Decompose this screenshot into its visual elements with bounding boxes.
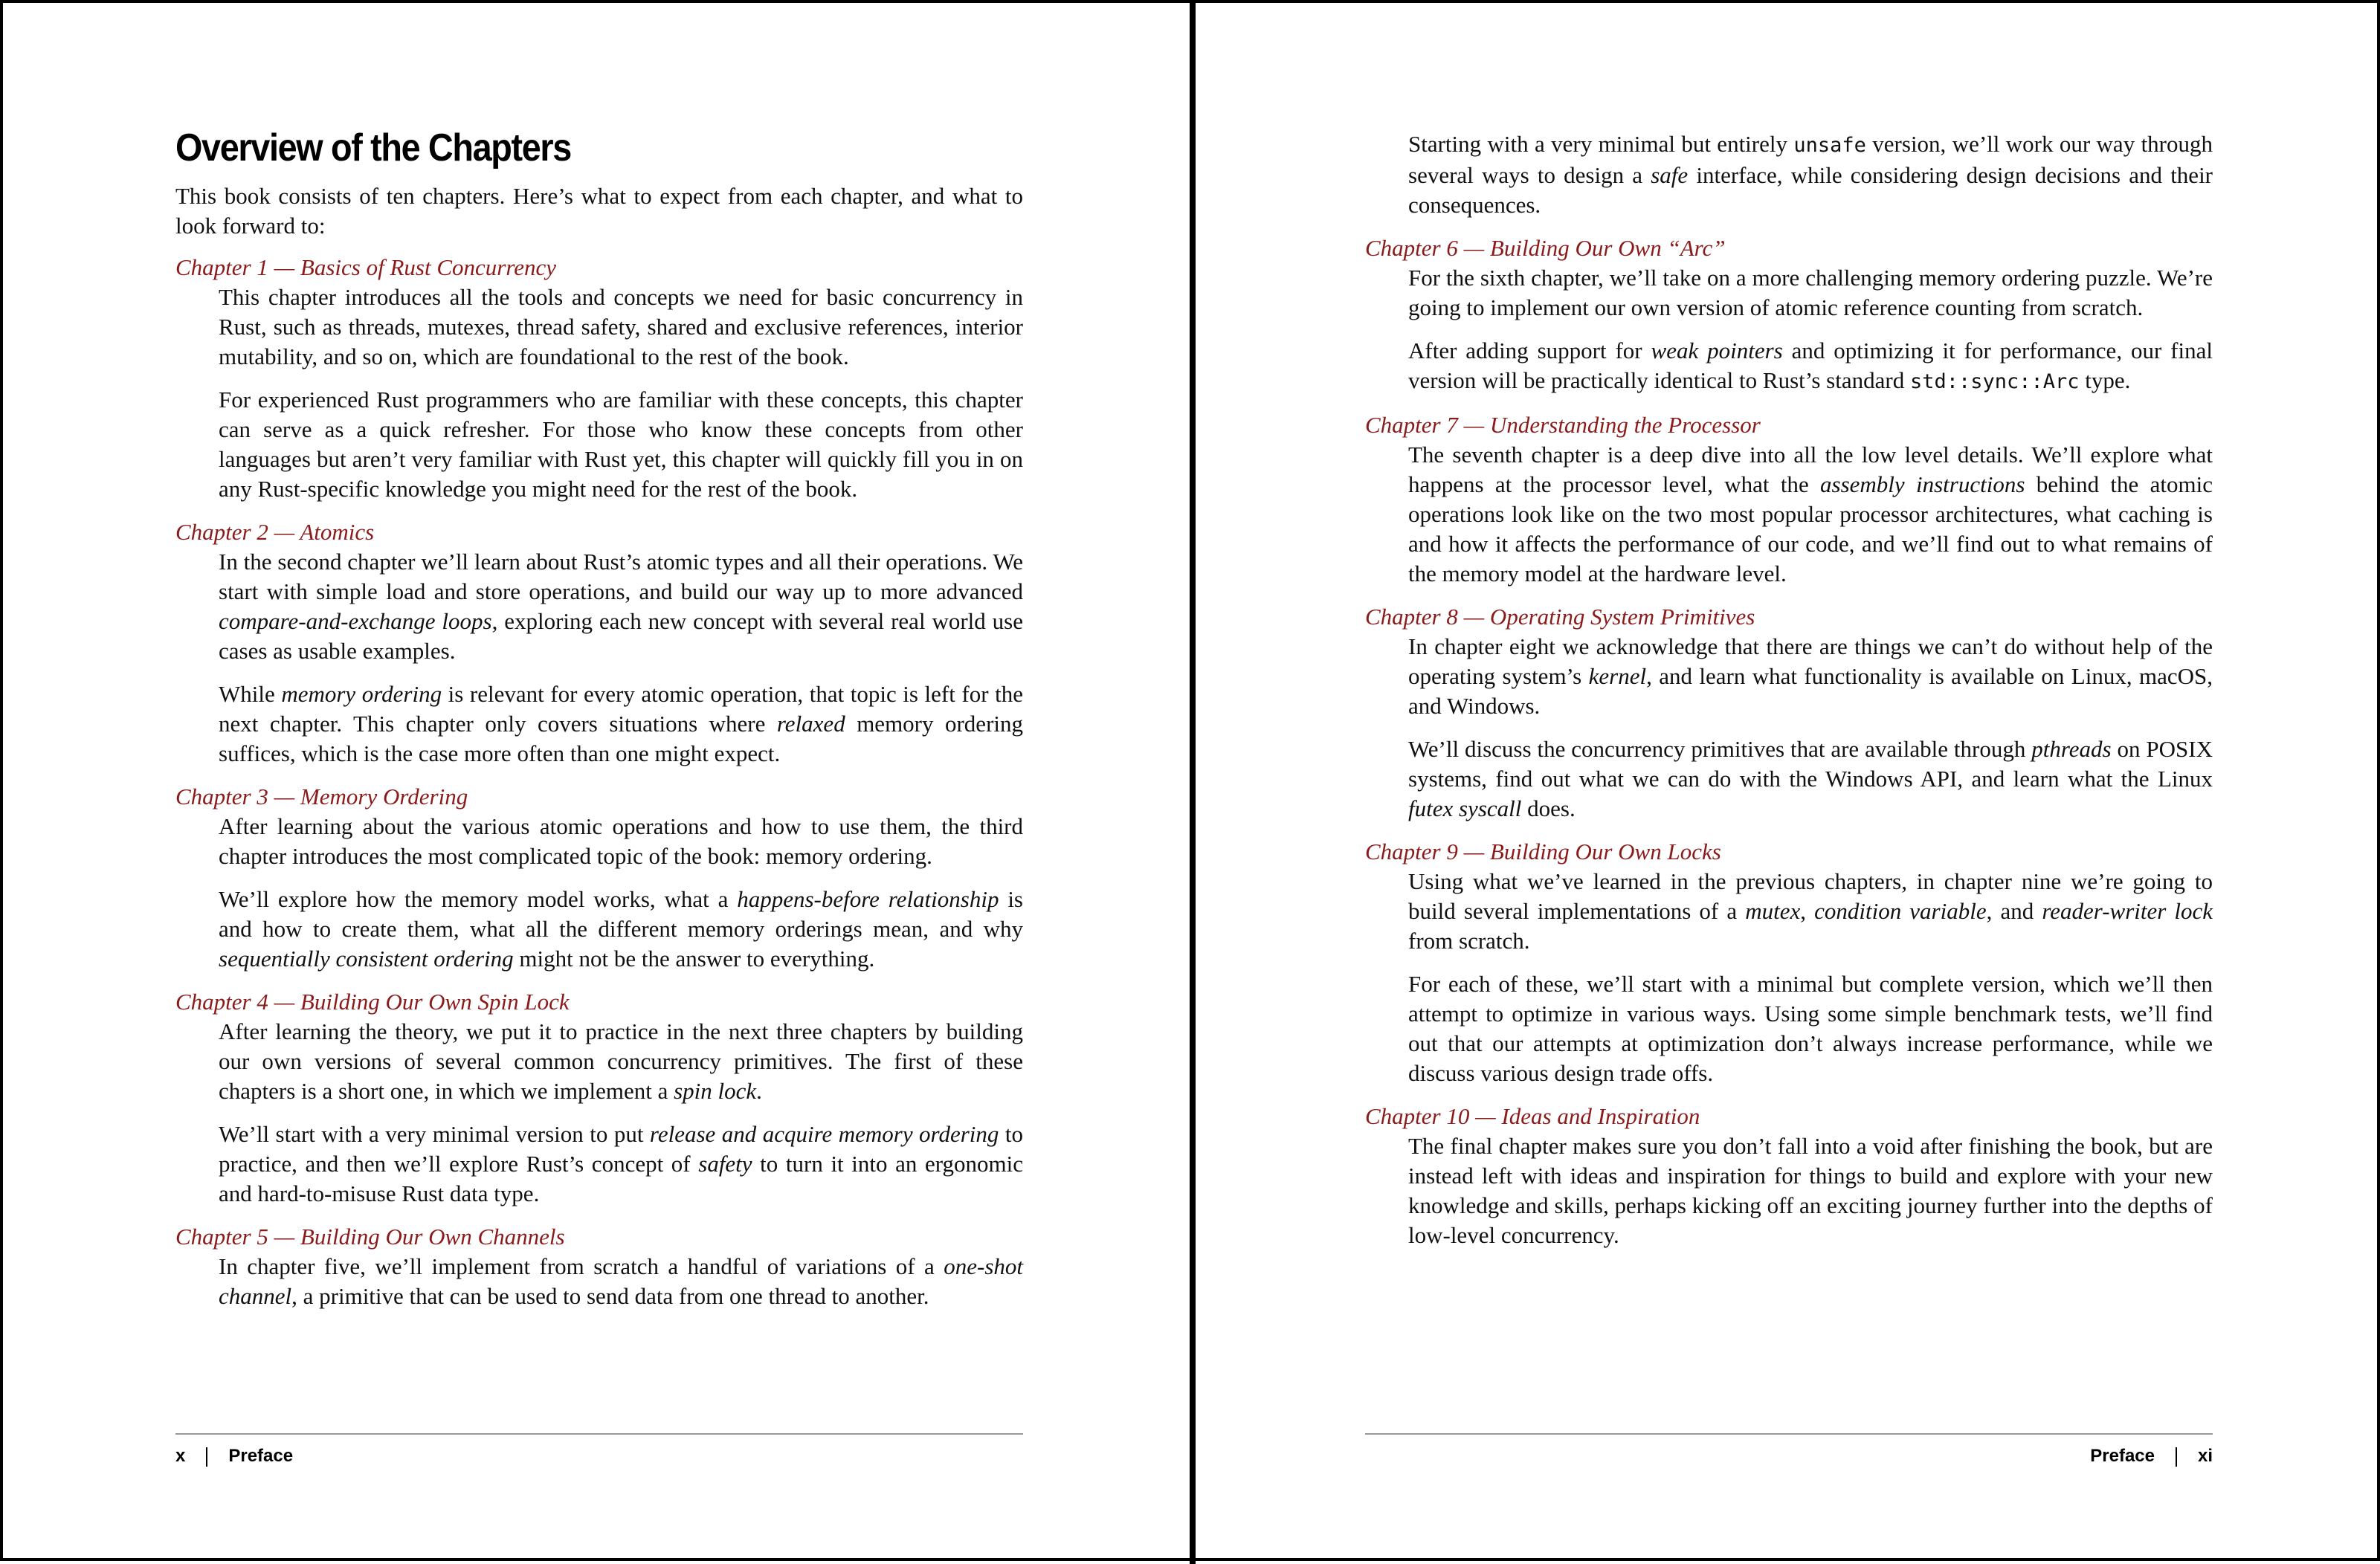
chapter-paragraph: Using what we’ve learned in the previous chapters, in chapter nine we’re going to build several implementations of a mutex, condition variable, and reader-writer lock from scratch. (1408, 868, 2213, 954)
chapter-description (175, 282, 1023, 504)
chapter-title: Chapter 10 — Ideas and Inspiration (1365, 1103, 1700, 1129)
chapter-title: Chapter 4 — Building Our Own Spin Lock (175, 989, 570, 1015)
footer-rule (1365, 1433, 2213, 1435)
chapter-paragraph: In chapter five, we’ll implement from scratch a handful of variations of a one-shot channel, a primitive that can be used to send data from one thread to another. (219, 1253, 1023, 1309)
emphasis: kernel (1588, 663, 1647, 689)
chapter-title: Chapter 6 — Building Our Own “Arc” (1365, 235, 1726, 261)
chapter-description (175, 547, 1023, 769)
chapter-title: Chapter 8 — Operating System Primitives (1365, 604, 1755, 630)
chapter-paragraph: For the sixth chapter, we’ll take on a more challenging memory ordering puzzle. We’re going to implement our own version of atomic reference counting from scratch. (1408, 265, 2213, 320)
inline-code: unsafe (1793, 134, 1866, 157)
emphasis: happens-before relationship (737, 886, 999, 912)
footer-section: Preface (2090, 1446, 2155, 1466)
chapter-description (1365, 440, 2213, 589)
chapter-description (1365, 1131, 2213, 1250)
emphasis: futex syscall (1408, 795, 1522, 821)
right-text-column (1365, 129, 2213, 1264)
emphasis: safety (698, 1151, 752, 1177)
chapter-5-continuation (1365, 129, 2213, 220)
chapter-title: Chapter 2 — Atomics (175, 519, 375, 545)
emphasis: reader-writer lock (2042, 898, 2213, 924)
continuation-paragraph: Starting with a very minimal but entirely unsafe version, we’ll work our way through several ways to design a safe interface, while considering design decisions and their consequences. (1408, 131, 2213, 218)
chapter-paragraph: For experienced Rust programmers who are familiar with these concepts, this chapter can serve as a quick refresher. For those who know these concepts from other languages but aren’t very familiar with Rust yet, this chapter will quickly fill you in on any Rust-specific knowledge you might need for the rest of the book. (219, 387, 1023, 502)
chapter-paragraph: After learning the theory, we put it to practice in the next three chapters by building our own versions of several common concurrency primitives. The first of these chapters is a short one, in which we implement a spin lock. (219, 1018, 1023, 1104)
chapter-paragraph: The seventh chapter is a deep dive into all the low level details. We’ll explore what happens at the processor level, what the assembly instructions behind the atomic operations look like on the two most popular processor architectures, what caching is and how it affects the performance of our code, and we’ll find out to what remains of the memory model at the hardware level. (1408, 442, 2213, 586)
chapter-paragraph: This chapter introduces all the tools and concepts we need for basic concurrency in Rust, such as threads, mutexes, thread safety, shared and exclusive references, interior mutability, and so on, which are foundational to the rest of the book. (219, 284, 1023, 369)
chapter-description (175, 1017, 1023, 1209)
chapter-entry (175, 517, 1023, 769)
chapter-description (1365, 632, 2213, 824)
left-text-column (175, 122, 1023, 1325)
emphasis: mutex (1745, 898, 1801, 924)
chapter-paragraph: In the second chapter we’ll learn about Rust’s atomic types and all their operations. We start with simple load and store operations, and build our way up to more advanced compare-and-exchange loops, exploring each new concept with several real world use cases as usable examples. (219, 549, 1023, 664)
emphasis: spin lock (674, 1078, 757, 1104)
chapter-list (175, 253, 1023, 1311)
chapter-paragraph: In chapter eight we acknowledge that there are things we can’t do without help of the operating system’s kernel, and learn what functionality is available on Linux, macOS, and Windows. (1408, 633, 2213, 719)
emphasis: relaxed (776, 711, 845, 737)
emphasis: safe (1651, 162, 1689, 188)
chapter-description (175, 1252, 1023, 1311)
inline-code: std::sync::Arc (1909, 370, 2080, 393)
emphasis: release and acquire memory ordering (649, 1121, 999, 1147)
chapter-paragraph: We’ll explore how the memory model works, what a happens-before relationship is and how to create them, what all the different memory orderings mean, and why sequentially consistent ordering might not be the answer to everything. (219, 886, 1023, 972)
chapter-title: Chapter 5 — Building Our Own Channels (175, 1224, 565, 1250)
chapter-entry (1365, 1102, 2213, 1250)
chapter-entry (1365, 602, 2213, 824)
footer-rule (175, 1433, 1023, 1435)
chapter-title: Chapter 3 — Memory Ordering (175, 783, 468, 810)
chapter-entry (175, 253, 1023, 504)
emphasis: compare-and-exchange loops (219, 608, 492, 634)
page-gutter (1190, 3, 1196, 1564)
chapter-paragraph: While memory ordering is relevant for every atomic operation, that topic is left for the next chapter. This chapter only covers situations where relaxed memory ordering suffices, which is the case more often than one might expect. (219, 681, 1024, 766)
chapter-paragraph: We’ll start with a very minimal version to put release and acquire memory ordering to practice, and then we’ll explore Rust’s concept of safety to turn it into an ergonomic and hard-to-misuse Rust data type. (219, 1121, 1023, 1206)
chapter-entry (175, 987, 1023, 1209)
emphasis: pthreads (2031, 736, 2112, 762)
chapter-description (175, 812, 1023, 974)
chapter-paragraph: We’ll discuss the concurrency primitives that are available through pthreads on POSIX systems, find out what we can do with the Windows API, and learn what the Linux futex syscall does. (1408, 736, 2213, 821)
chapter-title: Chapter 9 — Building Our Own Locks (1365, 838, 1721, 865)
page-number: xi (2197, 1446, 2213, 1466)
emphasis: assembly instructions (1820, 471, 2025, 497)
intro-paragraph: This book consists of ten chapters. Here’s what to expect from each chapter, and what to look forward to: (175, 183, 1023, 239)
emphasis: condition variable (1814, 898, 1987, 924)
chapter-description (1365, 867, 2213, 1088)
footer-section: Preface (228, 1446, 294, 1466)
page-title: Overview of the Chapters (175, 126, 571, 169)
chapter-description (1365, 263, 2213, 397)
page-number: x (175, 1446, 186, 1466)
chapter-paragraph: After learning about the various atomic operations and how to use them, the third chapter introduces the most complicated topic of the book: memory ordering. (219, 813, 1023, 869)
footer-separator (2176, 1447, 2177, 1467)
left-page (3, 3, 1190, 1564)
chapter-entry (175, 782, 1023, 974)
chapter-title: Chapter 1 — Basics of Rust Concurrency (175, 254, 557, 280)
chapter-entry (1365, 233, 2213, 397)
chapter-list (1365, 233, 2213, 1250)
footer-separator (206, 1447, 207, 1467)
chapter-entry (175, 1222, 1023, 1311)
emphasis: memory ordering (281, 681, 442, 707)
page-footer (175, 1444, 1023, 1469)
chapter-paragraph: The final chapter makes sure you don’t fall into a void after finishing the book, but are instead left with ideas and inspiration for things to build and explore with your new knowledge and skills, perhaps kicking off an exciting journey further into the depths of low-level concurrency. (1408, 1133, 2213, 1248)
chapter-entry (1365, 837, 2213, 1088)
emphasis: weak pointers (1651, 337, 1783, 363)
chapter-title: Chapter 7 — Understanding the Processor (1365, 412, 1761, 438)
emphasis: one-shot channel (219, 1253, 1023, 1309)
emphasis: sequentially consistent ordering (219, 946, 514, 972)
right-page (1196, 3, 2380, 1564)
chapter-paragraph: After adding support for weak pointers and optimizing it for performance, our final version will be practically identical to Rust’s standard std::sync::Arc type. (1408, 337, 2213, 393)
chapter-entry (1365, 410, 2213, 589)
chapter-paragraph: For each of these, we’ll start with a minimal but complete version, which we’ll then attempt to optimize in various ways. Using some simple benchmark tests, we’ll find out that our attempts at optimization don’t always increase performance, while we discuss various design trade offs. (1408, 971, 2213, 1086)
page-footer (1365, 1444, 2213, 1469)
